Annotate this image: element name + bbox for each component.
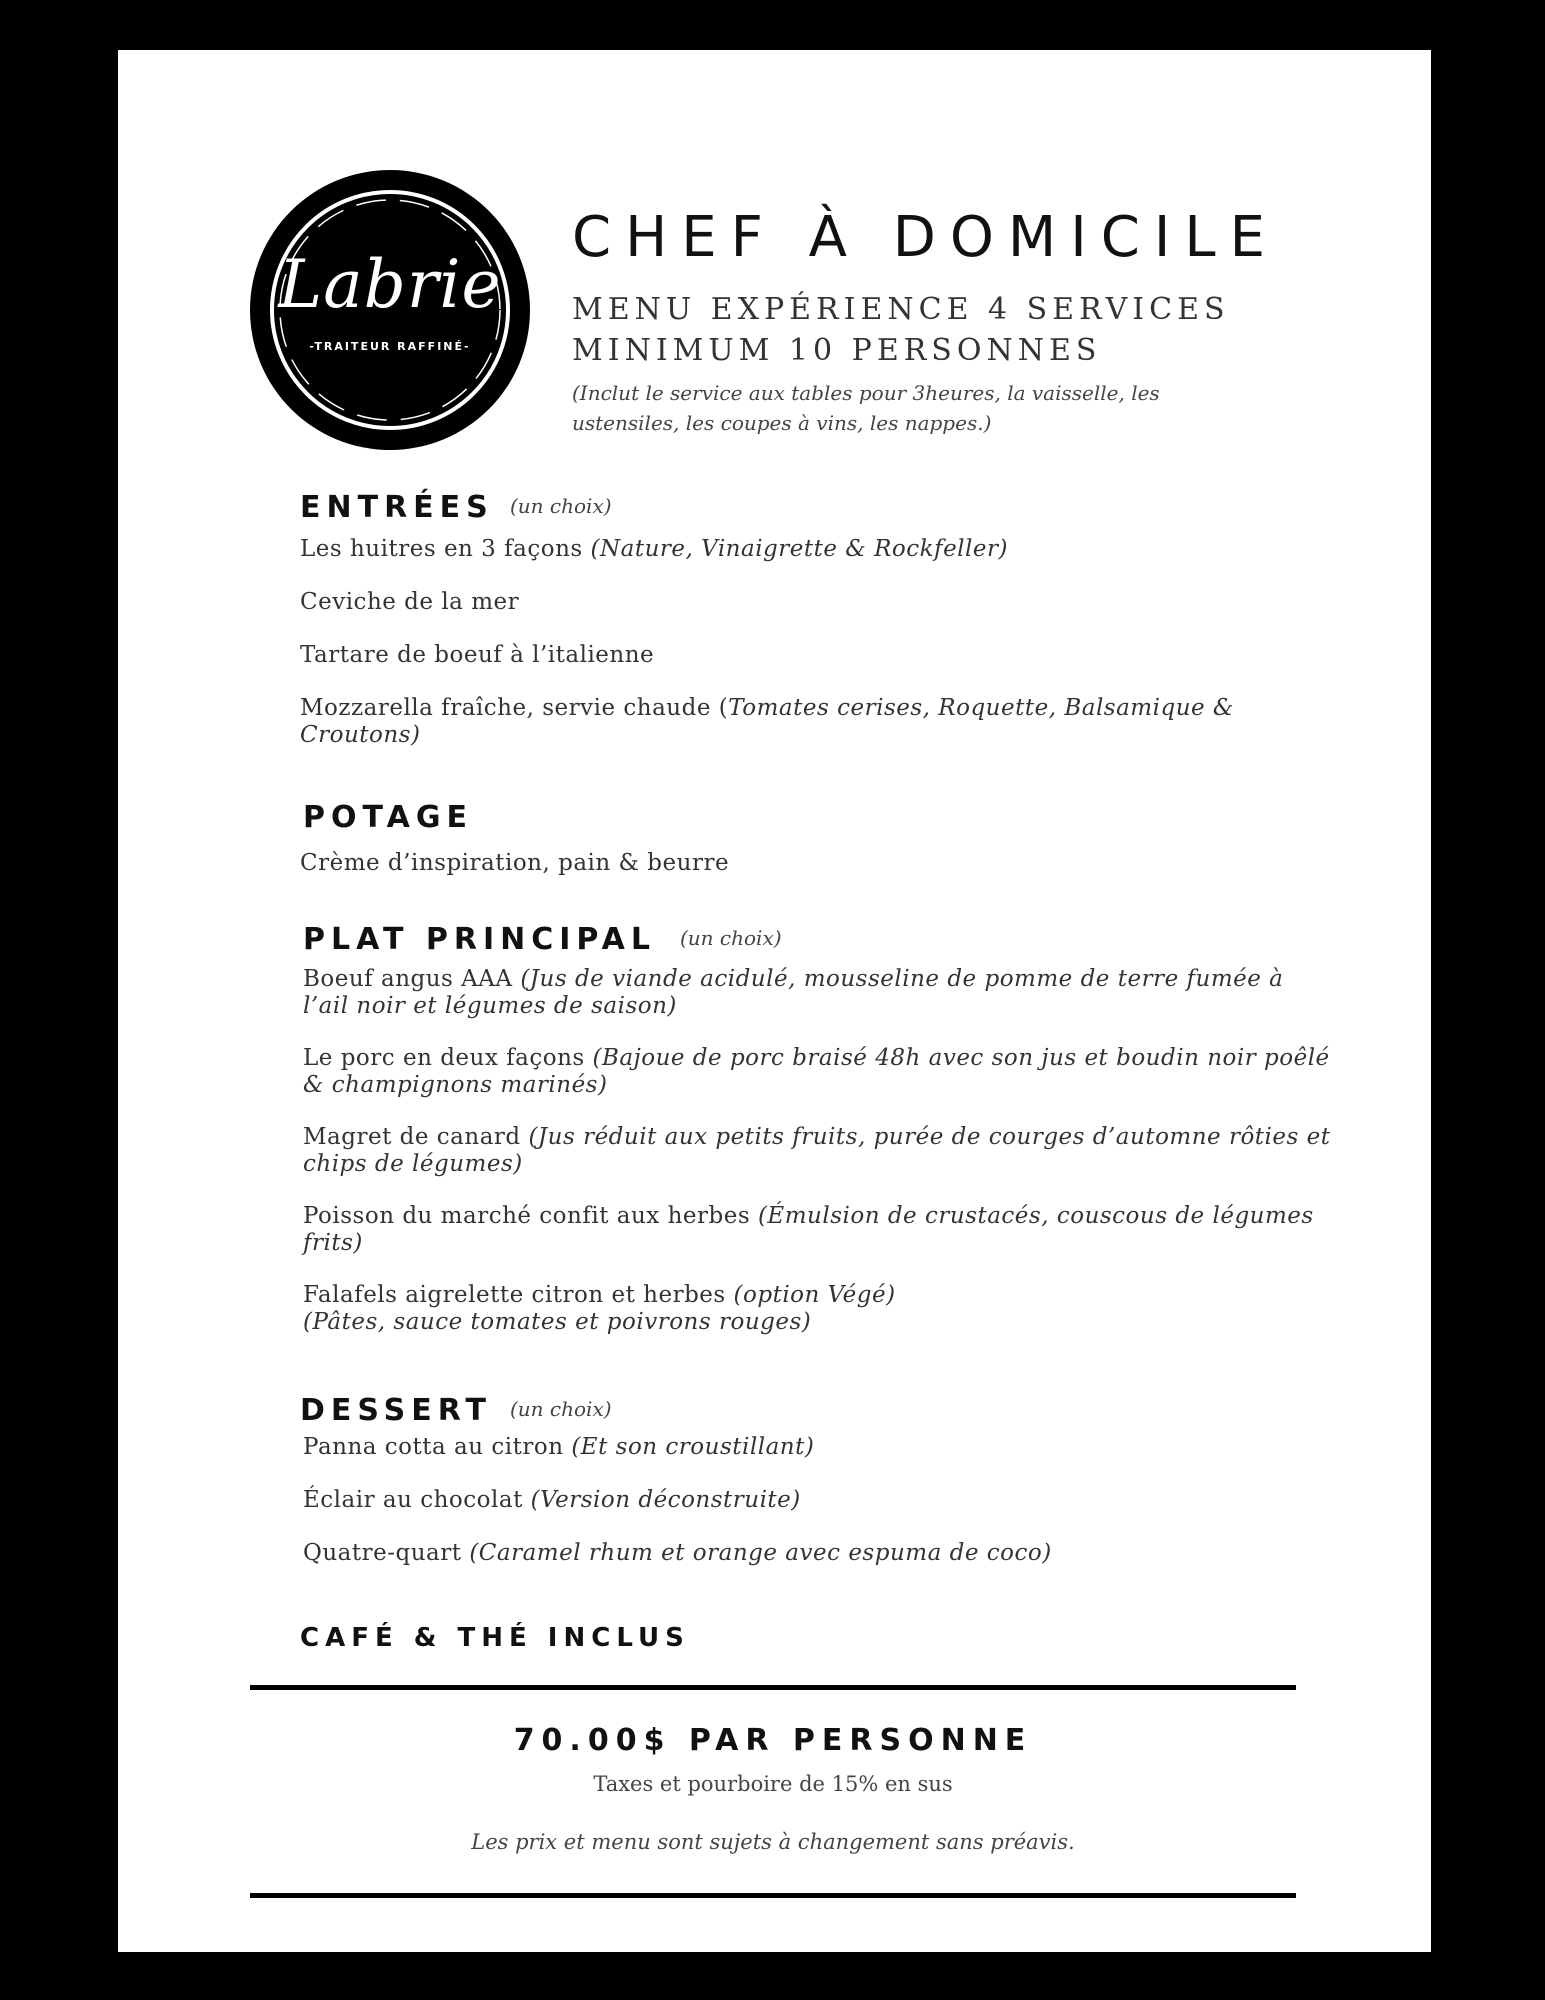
- item-detail: (Émulsion de crustacés, couscous de légumes frits): [303, 1203, 1314, 1256]
- subtitle-minimum: MINIMUM 10 PERSONNES: [572, 333, 1102, 368]
- plat-item: [303, 1203, 1333, 1257]
- item-name: Les huitres en 3 façons: [300, 536, 591, 562]
- taxes-note: Taxes et pourboire de 15% en sus: [593, 1772, 953, 1796]
- page-title: CHEF À DOMICILE: [572, 205, 1279, 270]
- plat-heading: PLAT PRINCIPAL: [303, 922, 657, 957]
- item-detail: (Jus réduit aux petits fruits, purée de courges d’automne rôties et chips de légumes): [303, 1124, 1331, 1177]
- dessert-choice-note: (un choix): [510, 1397, 612, 1421]
- entree-item: [300, 642, 1330, 669]
- item-detail: (Et son croustillant): [571, 1434, 815, 1460]
- entrees-choice-note: (un choix): [510, 494, 612, 518]
- item-name: Éclair au chocolat: [303, 1487, 531, 1513]
- item-name: Poisson du marché confit aux herbes: [303, 1203, 758, 1229]
- item-detail: (Bajoue de porc braisé 48h avec son jus et boudin noir poêlé & champignons marinés): [303, 1045, 1330, 1098]
- item-detail: Tomates cerises, Roquette, Balsamique & Croutons): [300, 695, 1234, 748]
- labrie-logo: [250, 170, 530, 450]
- dessert-item: [303, 1540, 1333, 1567]
- cafe-included: CAFÉ & THÉ INCLUS: [300, 1623, 690, 1653]
- item-name: Tartare de boeuf à l’italienne: [300, 642, 655, 668]
- item-name: Le porc en deux façons: [303, 1045, 593, 1071]
- item-detail: (Jus de viande acidulé, mousseline de pomme de terre fumée à l’ail noir et légumes de saison): [303, 966, 1284, 1019]
- entrees-heading: ENTRÉES: [300, 490, 494, 525]
- plat-choice-note: (un choix): [680, 926, 782, 950]
- item-name: Quatre-quart: [303, 1540, 470, 1566]
- plat-item: [303, 966, 1333, 1020]
- service-note: (Inclut le service aux tables pour 3heures, la vaisselle, les ustensiles, les coupes à vins, les nappes.): [572, 381, 1160, 435]
- item-name: Crème d’inspiration, pain & beurre: [300, 850, 730, 876]
- item-name: Mozzarella fraîche, servie chaude (: [300, 695, 729, 721]
- potage-heading: POTAGE: [303, 800, 473, 835]
- subtitle-services: MENU EXPÉRIENCE 4 SERVICES: [572, 292, 1230, 327]
- item-name: Ceviche de la mer: [300, 589, 520, 615]
- potage-item: [300, 850, 1330, 877]
- item-detail: (Nature, Vinaigrette & Rockfeller): [590, 536, 1008, 562]
- disclaimer: Les prix et menu sont sujets à changement sans préavis.: [471, 1830, 1075, 1854]
- divider-bottom: [250, 1893, 1296, 1898]
- dessert-item: [303, 1487, 1333, 1514]
- plat-item: [303, 1045, 1333, 1099]
- entree-item: [300, 589, 1330, 616]
- item-name: Panna cotta au citron: [303, 1434, 572, 1460]
- item-detail: (Caramel rhum et orange avec espuma de coco): [469, 1540, 1052, 1566]
- item-name: Falafels aigrelette citron et herbes: [303, 1282, 734, 1308]
- item-name: Boeuf angus AAA: [303, 966, 521, 992]
- price: 70.00$ PAR PERSONNE: [513, 1723, 1033, 1758]
- logo-script: Labrie: [278, 246, 502, 323]
- dessert-item: [303, 1434, 1333, 1461]
- plat-item: [303, 1282, 1333, 1336]
- logo-tagline: -TRAITEUR RAFFINÉ-: [309, 340, 471, 353]
- entree-item: [300, 695, 1260, 749]
- item-detail: (option Végé): [733, 1282, 896, 1308]
- item-detail: (Version déconstruite): [530, 1487, 801, 1513]
- item-detail-secondary: (Pâtes, sauce tomates et poivrons rouges): [303, 1309, 812, 1335]
- entree-item: [300, 536, 1330, 563]
- item-name: Magret de canard: [303, 1124, 529, 1150]
- dessert-heading: DESSERT: [300, 1393, 492, 1428]
- divider-top: [250, 1685, 1296, 1690]
- plat-item: [303, 1124, 1333, 1178]
